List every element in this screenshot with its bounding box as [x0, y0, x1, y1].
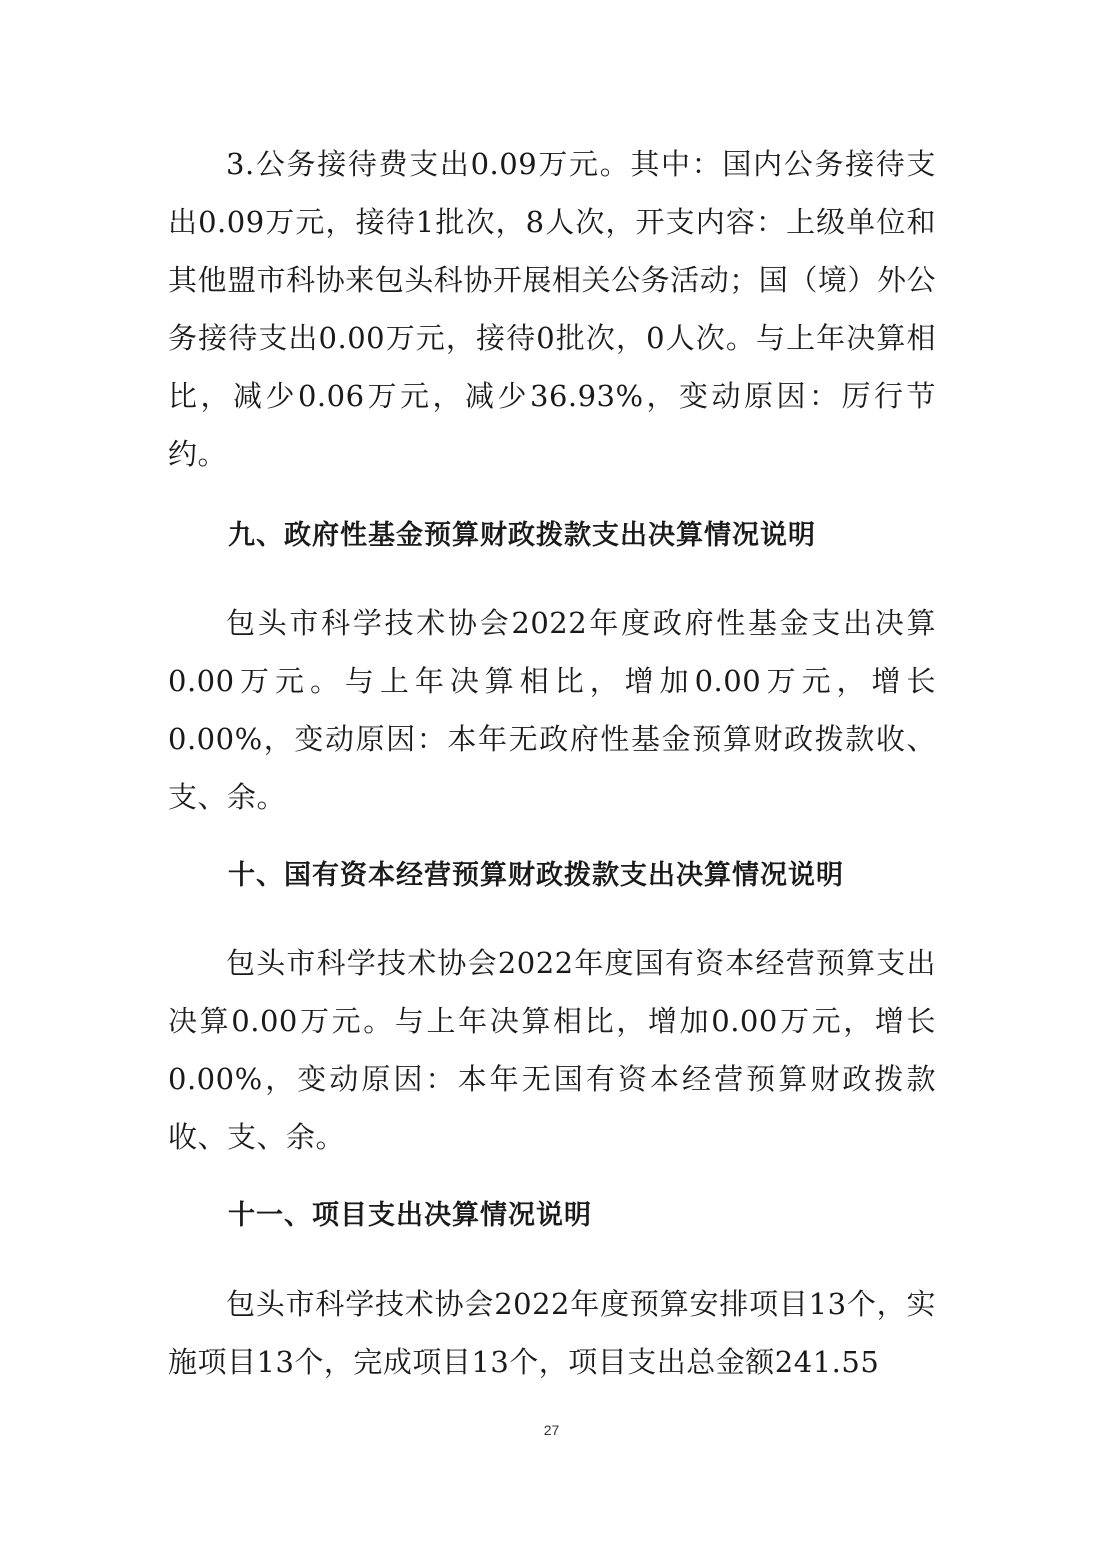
paragraph-state-capital: 包头市科学技术协会2022年度国有资本经营预算支出决算0.00万元。与上年决算相比，增加0.00万元，增长0.00%，变动原因：本年无国有资本经营预算财政拨款收、支、余。: [168, 946, 936, 1154]
section-heading-projects: 十一、项目支出决算情况说明: [228, 1200, 592, 1231]
page-number: 27: [543, 1422, 560, 1438]
paragraph-projects: 包头市科学技术协会2022年度预算安排项目13个，实施项目13个，完成项目13个，项目支出总金额241.55: [168, 1287, 936, 1379]
section-heading-gov-fund: 九、政府性基金预算财政拨款支出决算情况说明: [228, 520, 816, 551]
paragraph-reception-expenses: 3.公务接待费支出0.09万元。其中：国内公务接待支出0.09万元，接待1批次，8人次，开支内容：上级单位和其他盟市科协来包头科协开展相关公务活动；国（境）外公务接待支出0.00万元，接待0批次，0人次。与上年决算相比，减少0.06万元，减少36.93%，变动原因：厉行节约。: [168, 147, 936, 471]
section-heading-state-capital: 十、国有资本经营预算财政拨款支出决算情况说明: [228, 860, 844, 891]
paragraph-gov-fund: 包头市科学技术协会2022年度政府性基金支出决算0.00万元。与上年决算相比，增加0.00万元，增长0.00%，变动原因：本年无政府性基金预算财政拨款收、支、余。: [168, 606, 936, 814]
